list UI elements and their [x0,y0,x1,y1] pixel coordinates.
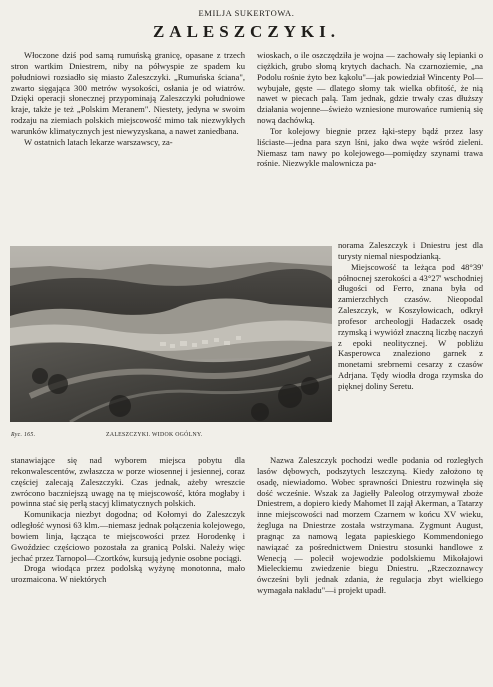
figure-photograph [10,246,332,422]
paragraph: wioskach, o ile oszczędziła je wojna — zachowały się lepianki o ciężkich, grubo słomą krytych dachach. Na czarnoziemie, „na Podolu rośnie żyto bez kąkolu"—jak powiedział Wincenty Pol—wybujałe, gęste — dlatego słomy tak wielka obfitość, że nią nawet w piecach palą. Tam jednak, gdzie trwały czas dłuższy działania wojenne—świeżo wzniesione murowańce rumienią się nową dachówką. [257,50,483,126]
paragraph: W ostatnich latach lekarze warszawscy, za- [24,136,173,147]
paragraph: Tor kolejowy biegnie przez łąki-stepy bądź przez lasy liściaste—jedna para szyn lśni, jako dwa węże wśród zieleni. Niemasz tam nawy po kolejowego—pomiędzy szynami trawa rośnie. Niezwykle malownicza pa- [257,125,483,169]
paragraph: Miejscowość ta leżąca pod 48°39' północnej szerokości a 43°27' wschodniej długości od Ferro, znana była od zamierzchłych czasów. Nieopodal Zaleszczyk, w Koszyłowicach, odkrył profesor archeologji Hadaczek osadę rzymską i wywiózł znaczną liczbę naczyń z epoki neolitycznej. W pobliżu Kasperowca znaleziono garnek z monetami srebrnemi cesarzy z czasów Adrjana. Tędy wiodła droga rzymska do pięknej doliny Seretu. [338,261,483,391]
figure-number: Ryc. 165. [11,432,36,438]
paragraph: Komunikacja niezbyt dogodna; od Kołomyi do Zaleszczyk odległość wynosi 63 klm.—niemasz jednak połączenia kolejowego, bowiem linja, łącząca te miejscowości przez Horodenkę i Gwoździec częściowo pozostała za granicą Polski. Należy więc jechać przez Tarnopol—Czortków, kursują jedynie osobne pociągi. [11,509,245,563]
paragraph: Włoczone dziś pod samą rumuńską granicę, opasane z trzech stron wartkim Dniestrem, niby na półwyspie ze spadem ku południowi rozsiadło się miasto Zaleszczyki. „Rumuńska ściana", zwarto sięgająca 300 metrów wysokości, osłania je od wiatrów. Dzięki operacji słonecznej przypominają Zaleszczyki południowe kraje, także je też „Polskim Meranem". Niestety, jedyna w swoim rodzaju na ziemiach polskich miejscowość mimo tak niezwykłych warunków klimatycznych jest niewyzyskana, a nawet zaniedbana. [11,50,245,136]
column-right-beside-figure [338,240,483,392]
paragraph: Droga wiodąca przez podolską wyżynę monotonna, mało urozmaicona. W niektórych [11,563,245,585]
column-left-top [11,50,245,148]
paragraph: norama Zaleszczyk i Dniestru jest dla turysty niemal niespodzianką. [338,240,483,261]
running-header-author: EMILJA SUKERTOWA. [198,8,295,18]
article-title: ZALESZCZYKI. [152,22,341,41]
paragraph: stanawiające się nad wyborem miejsca pobytu dla rekonwalescentów, zwłaszcza w porze wiosennej i jesiennej, coraz częściej zalecają Zaleszczyki. Czas jednak, ażeby wreszcie zwrócono baczniejszą uwagę na tę miejscowość, która mogłaby i powinna stać się perłą stacyj klimatycznych polskich. [11,455,245,509]
paragraph: Nazwa Zaleszczyk pochodzi wedle podania od rozległych lasów dębowych, podszytych leszczyną. Kiedy założono tę osadę, niewiadomo. Wobec sprawności Dniestru rozwinęła się dość wcześnie. Wszak za Jagiełły Paleolog otrzymywał zboże Dniestrem, a dopiero kiedy Mahomet II zajął Akerman, a Tatarzy inne miejscowości nad morzem Czarnem w końcu XV wieku, żegluga na Dniestrze została wstrzymana. Zygmunt August, pragnąc za namową legata papieskiego Kommendoniego nawiązać za pośrednictwem Dniestru stosunki handlowe z Wenecją — polecił wojewodzie podolskiemu Mikołajowi Mieleckiemu zwiedzenie biegu Dniestru. „Rzeczoznawcy ówcześni byli jednak zdania, że regulacja zbyt wielkiego wymagała nakładu"—i projekt upadł. [257,455,483,596]
figure-caption-text: ZALESZCZYKI. WIDOK OGÓLNY. [106,432,203,438]
column-left-bottom [11,455,245,585]
column-right-top [257,50,483,169]
column-right-bottom [257,455,483,596]
landscape-photo [10,246,332,422]
